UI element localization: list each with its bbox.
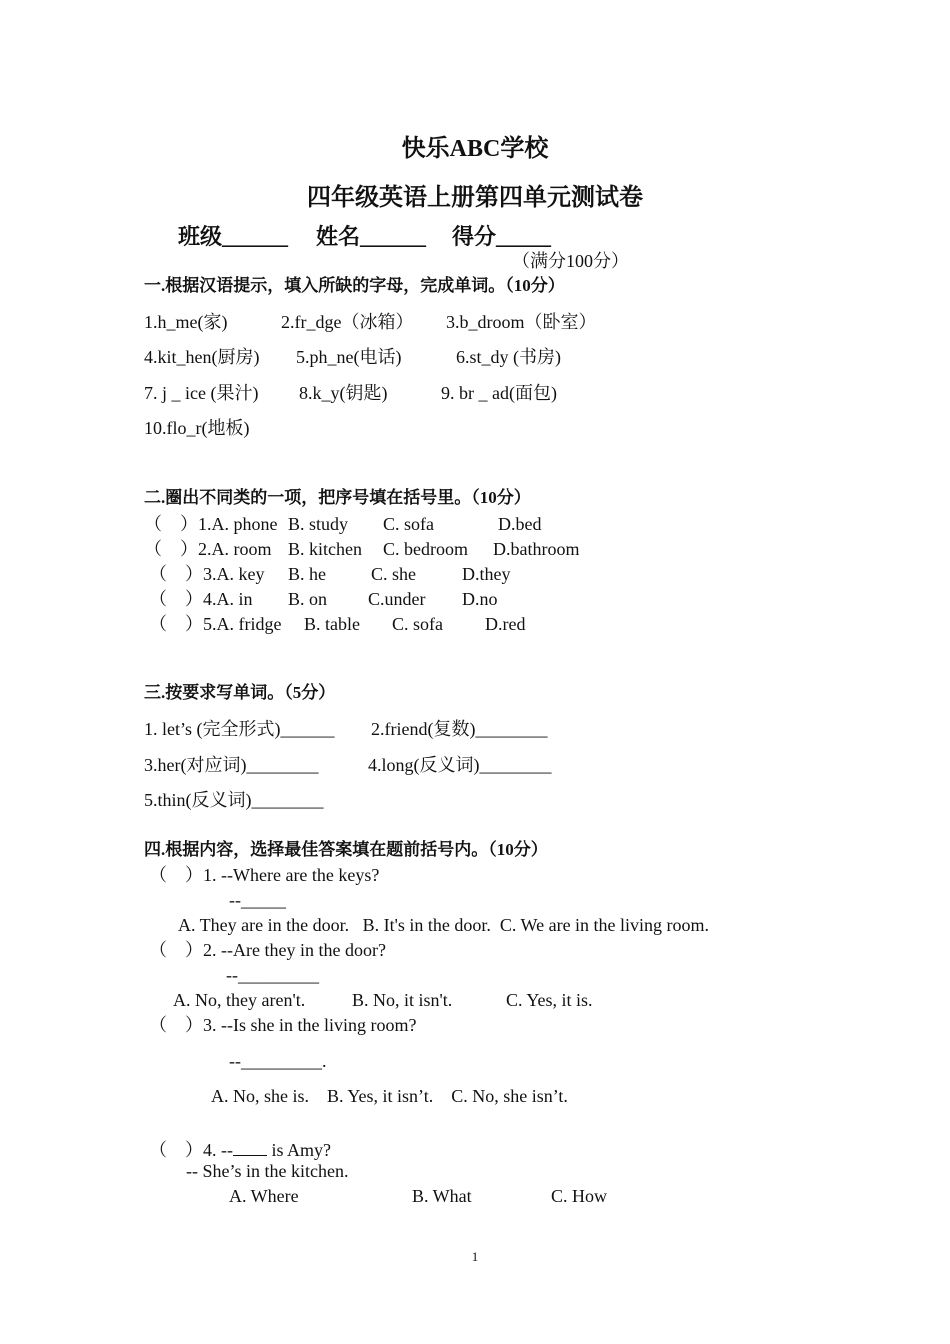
s4-q4-answer: -- She’s in the kitchen.: [186, 1161, 349, 1181]
s2-option-b: B. on: [288, 589, 328, 609]
s2-option-d: D.bed: [498, 514, 542, 534]
s2-option-d: D.no: [462, 589, 498, 609]
s4-q1-question[interactable]: （ ）1. --Where are the keys?: [149, 865, 380, 885]
test-title: 四年级英语上册第四单元测试卷: [307, 185, 643, 211]
s4-q4-question-post: is Amy?: [267, 1140, 332, 1160]
s4-q1-answer-line[interactable]: --_____: [229, 890, 286, 910]
s2-option-c: C. bedroom: [383, 539, 468, 559]
s4-q4-option-b: B. What: [412, 1186, 472, 1206]
s1-item[interactable]: 3.b_droom（卧室）: [446, 312, 597, 332]
s1-item[interactable]: 8.k_y(钥匙): [299, 383, 388, 403]
s1-item[interactable]: 5.ph_ne(电话): [296, 347, 402, 367]
s4-q2-option-b: B. No, it isn't.: [352, 990, 453, 1010]
s4-q3-question[interactable]: （ ）3. --Is she in the living room?: [149, 1015, 417, 1035]
s2-option-c: C. sofa: [392, 614, 443, 634]
s1-item[interactable]: 7. j _ ice (果汁): [144, 383, 259, 403]
page-number: 1: [471, 1249, 479, 1264]
s2-option-b: B. table: [304, 614, 360, 634]
s2-option-b: B. kitchen: [288, 539, 362, 559]
s4-q4-question-pre: （ ）4. --: [149, 1140, 233, 1160]
s1-item[interactable]: 9. br _ ad(面包): [441, 383, 557, 403]
score-field[interactable]: 得分_____: [452, 224, 552, 249]
s2-option-d: D.they: [462, 564, 511, 584]
school-title: 快乐ABC学校: [401, 136, 549, 162]
s3-item[interactable]: 5.thin(反义词)________: [144, 790, 324, 810]
s3-item[interactable]: 4.long(反义词)________: [368, 755, 552, 775]
s2-option-c: C. she: [371, 564, 416, 584]
s4-q1-options: A. They are in the door. B. It's in the door. C. We are in the living room.: [178, 915, 710, 935]
s4-q2-option-c: C. Yes, it is.: [506, 990, 593, 1010]
s3-item[interactable]: 3.her(对应词)________: [144, 755, 319, 775]
s1-item[interactable]: 6.st_dy (书房): [456, 347, 561, 367]
full-score-note: （满分100分）: [512, 251, 629, 271]
name-field[interactable]: 姓名______: [316, 224, 427, 249]
s2-item-number[interactable]: （ ）3.A. key: [149, 564, 265, 584]
s2-item-number[interactable]: （ ）1.A. phone: [144, 514, 278, 534]
s4-q4-option-a: A. Where: [229, 1186, 299, 1206]
s4-q4-blank[interactable]: [233, 1137, 267, 1156]
section3-heading: 三.按要求写单词。（5分）: [144, 683, 336, 702]
s2-item-number[interactable]: （ ）2.A. room: [144, 539, 272, 559]
s1-item[interactable]: 4.kit_hen(厨房): [144, 347, 260, 367]
section2-heading: 二.圈出不同类的一项，把序号填在括号里。（10分）: [144, 488, 531, 507]
s2-item-number[interactable]: （ ）4.A. in: [149, 589, 253, 609]
s2-option-b: B. he: [288, 564, 326, 584]
s2-option-d: D.red: [485, 614, 526, 634]
s4-q4-option-c: C. How: [551, 1186, 608, 1206]
s2-option-c: C.under: [368, 589, 426, 609]
s4-q2-option-a: A. No, they aren't.: [173, 990, 306, 1010]
s1-item[interactable]: 1.h_me(家): [144, 312, 228, 332]
s4-q3-answer-line[interactable]: --_________.: [229, 1051, 327, 1071]
s2-item-number[interactable]: （ ）5.A. fridge: [149, 614, 282, 634]
s3-item[interactable]: 1. let’s (完全形式)______: [144, 719, 335, 739]
class-field[interactable]: 班级______: [178, 224, 289, 249]
s2-option-c: C. sofa: [383, 514, 434, 534]
s1-item[interactable]: 10.flo_r(地板): [144, 418, 250, 438]
section1-heading: 一.根据汉语提示，填入所缺的字母，完成单词。（10分）: [144, 276, 565, 295]
s1-item[interactable]: 2.fr_dge（冰箱）: [281, 312, 414, 332]
s4-q4-question[interactable]: [149, 1137, 331, 1159]
s4-q3-options: A. No, she is. B. Yes, it isn’t. C. No, she isn’t.: [211, 1086, 568, 1106]
section4-heading: 四.根据内容，选择最佳答案填在题前括号内。（10分）: [144, 840, 548, 859]
s2-option-b: B. study: [288, 514, 349, 534]
s4-q2-question[interactable]: （ ）2. --Are they in the door?: [149, 940, 386, 960]
s2-option-d: D.bathroom: [493, 539, 580, 559]
s3-item[interactable]: 2.friend(复数)________: [371, 719, 548, 739]
s4-q2-answer-line[interactable]: --_________: [226, 965, 319, 985]
